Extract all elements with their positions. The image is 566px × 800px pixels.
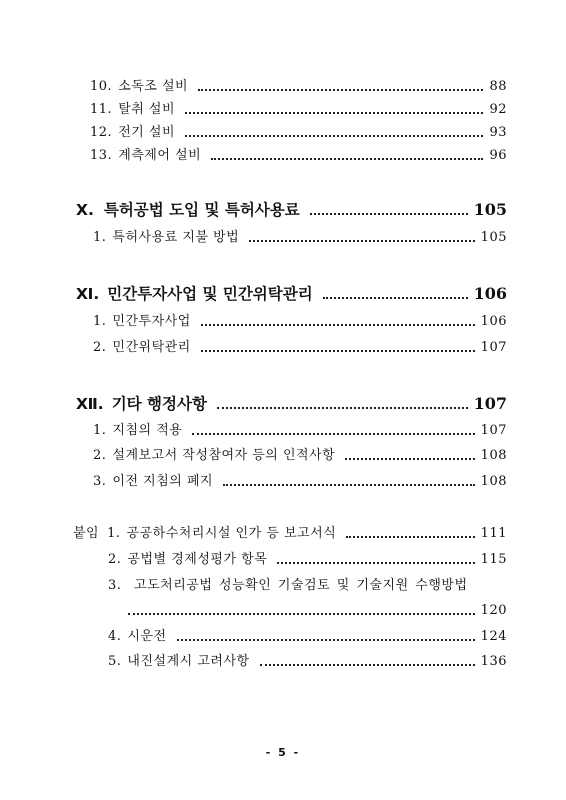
entry-page: 120	[480, 603, 507, 618]
entry-number: 13.	[90, 148, 113, 163]
entry-label: 설계보고서 작성참여자 등의 인적사항	[112, 448, 336, 463]
section-number: Ⅺ.	[76, 285, 100, 303]
section-number: Ⅹ.	[76, 201, 94, 219]
entry-page: 108	[480, 448, 507, 463]
toc-entry[interactable]	[93, 447, 507, 465]
entry-label: 소독조 설비	[118, 79, 189, 94]
entry-number: 1.	[93, 423, 107, 438]
entry-label: 내진설계시 고려사항	[127, 654, 250, 669]
entry-label: 전기 설비	[118, 125, 176, 140]
toc-appendix-entry-continued[interactable]	[128, 602, 507, 620]
leader-dots	[201, 350, 475, 352]
section-number: Ⅻ.	[76, 395, 104, 413]
entry-number: 5.	[108, 654, 122, 669]
section-title: 기타 행정사항	[111, 395, 207, 413]
entry-number: 3.	[108, 578, 122, 593]
toc-appendix-entry[interactable]	[108, 577, 507, 595]
page-number: - 5 -	[265, 746, 301, 759]
toc-section-heading[interactable]	[76, 283, 507, 305]
leader-dots	[192, 433, 474, 435]
entry-number: 2.	[93, 448, 107, 463]
entry-page: 106	[480, 314, 507, 329]
entry-label: 공법별 경제성평가 항목	[127, 552, 268, 567]
entry-label: 고도처리공법 성능확인 기술검토 및 기술지원 수행방법	[134, 578, 468, 593]
appendix-prefix: 붙임	[73, 526, 100, 541]
toc-entry[interactable]	[90, 78, 507, 96]
entry-number: 1.	[93, 314, 107, 329]
toc-entry[interactable]	[90, 124, 507, 142]
entry-label: 민간위탁관리	[112, 340, 191, 355]
entry-number: 3.	[93, 474, 107, 489]
leader-dots	[310, 213, 468, 215]
section-page: 106	[473, 284, 507, 303]
entry-page: 96	[489, 148, 507, 163]
entry-page: 115	[480, 552, 507, 567]
entry-number: 2.	[108, 552, 122, 567]
toc-entry[interactable]	[93, 422, 507, 440]
section-page: 105	[473, 200, 507, 219]
toc-entry[interactable]	[90, 101, 507, 119]
entry-page: 88	[489, 79, 507, 94]
entry-label: 시운전	[127, 629, 167, 644]
entry-page: 136	[480, 654, 507, 669]
leader-dots	[345, 458, 474, 460]
entry-label: 민간투자사업	[112, 314, 191, 329]
leader-dots	[128, 613, 475, 615]
toc-entry[interactable]	[90, 147, 507, 165]
leader-dots	[223, 484, 475, 486]
entry-page: 93	[489, 125, 507, 140]
toc-entry[interactable]	[93, 313, 507, 331]
leader-dots	[211, 158, 483, 160]
entry-number: 1.	[93, 230, 107, 245]
section-title: 특허공법 도입 및 특허사용료	[103, 201, 300, 219]
toc-entry[interactable]	[93, 473, 507, 491]
entry-page: 124	[480, 629, 507, 644]
toc-appendix-entry[interactable]	[108, 551, 507, 569]
entry-label: 공공하수처리시설 인가 등 보고서식	[126, 526, 337, 541]
toc-entry[interactable]	[93, 229, 507, 247]
entry-number: 12.	[90, 125, 113, 140]
toc-appendix-entry[interactable]	[108, 653, 507, 671]
leader-dots	[185, 135, 483, 137]
toc-appendix-entry[interactable]	[73, 525, 507, 543]
entry-page: 105	[480, 230, 507, 245]
leader-dots	[177, 639, 475, 641]
entry-number: 4.	[108, 629, 122, 644]
entry-label: 탈취 설비	[118, 102, 176, 117]
leader-dots	[249, 240, 474, 242]
section-title: 민간투자사업 및 민간위탁관리	[107, 285, 313, 303]
entry-label: 계측제어 설비	[118, 148, 202, 163]
leader-dots	[323, 297, 468, 299]
leader-dots	[201, 324, 475, 326]
entry-page: 111	[480, 526, 507, 541]
entry-number: 11.	[90, 102, 113, 117]
toc-section-heading[interactable]	[76, 199, 507, 221]
entry-number: 2.	[93, 340, 107, 355]
leader-dots	[277, 562, 474, 564]
leader-dots	[217, 407, 468, 409]
entry-label: 이전 지침의 폐지	[112, 474, 214, 489]
entry-page: 107	[480, 423, 507, 438]
toc-appendix-entry[interactable]	[108, 628, 507, 646]
entry-page: 92	[489, 102, 507, 117]
section-page: 107	[473, 394, 507, 413]
entry-label: 지침의 적용	[112, 423, 183, 438]
leader-dots	[185, 112, 483, 114]
entry-number: 10.	[90, 79, 113, 94]
entry-label: 특허사용료 지불 방법	[112, 230, 240, 245]
toc-entry[interactable]	[93, 339, 507, 357]
entry-number: 1.	[107, 526, 121, 541]
leader-dots	[346, 536, 474, 538]
entry-page: 108	[480, 474, 507, 489]
toc-section-heading[interactable]	[76, 393, 507, 415]
leader-dots	[260, 664, 475, 666]
entry-page: 107	[480, 340, 507, 355]
leader-dots	[198, 89, 483, 91]
